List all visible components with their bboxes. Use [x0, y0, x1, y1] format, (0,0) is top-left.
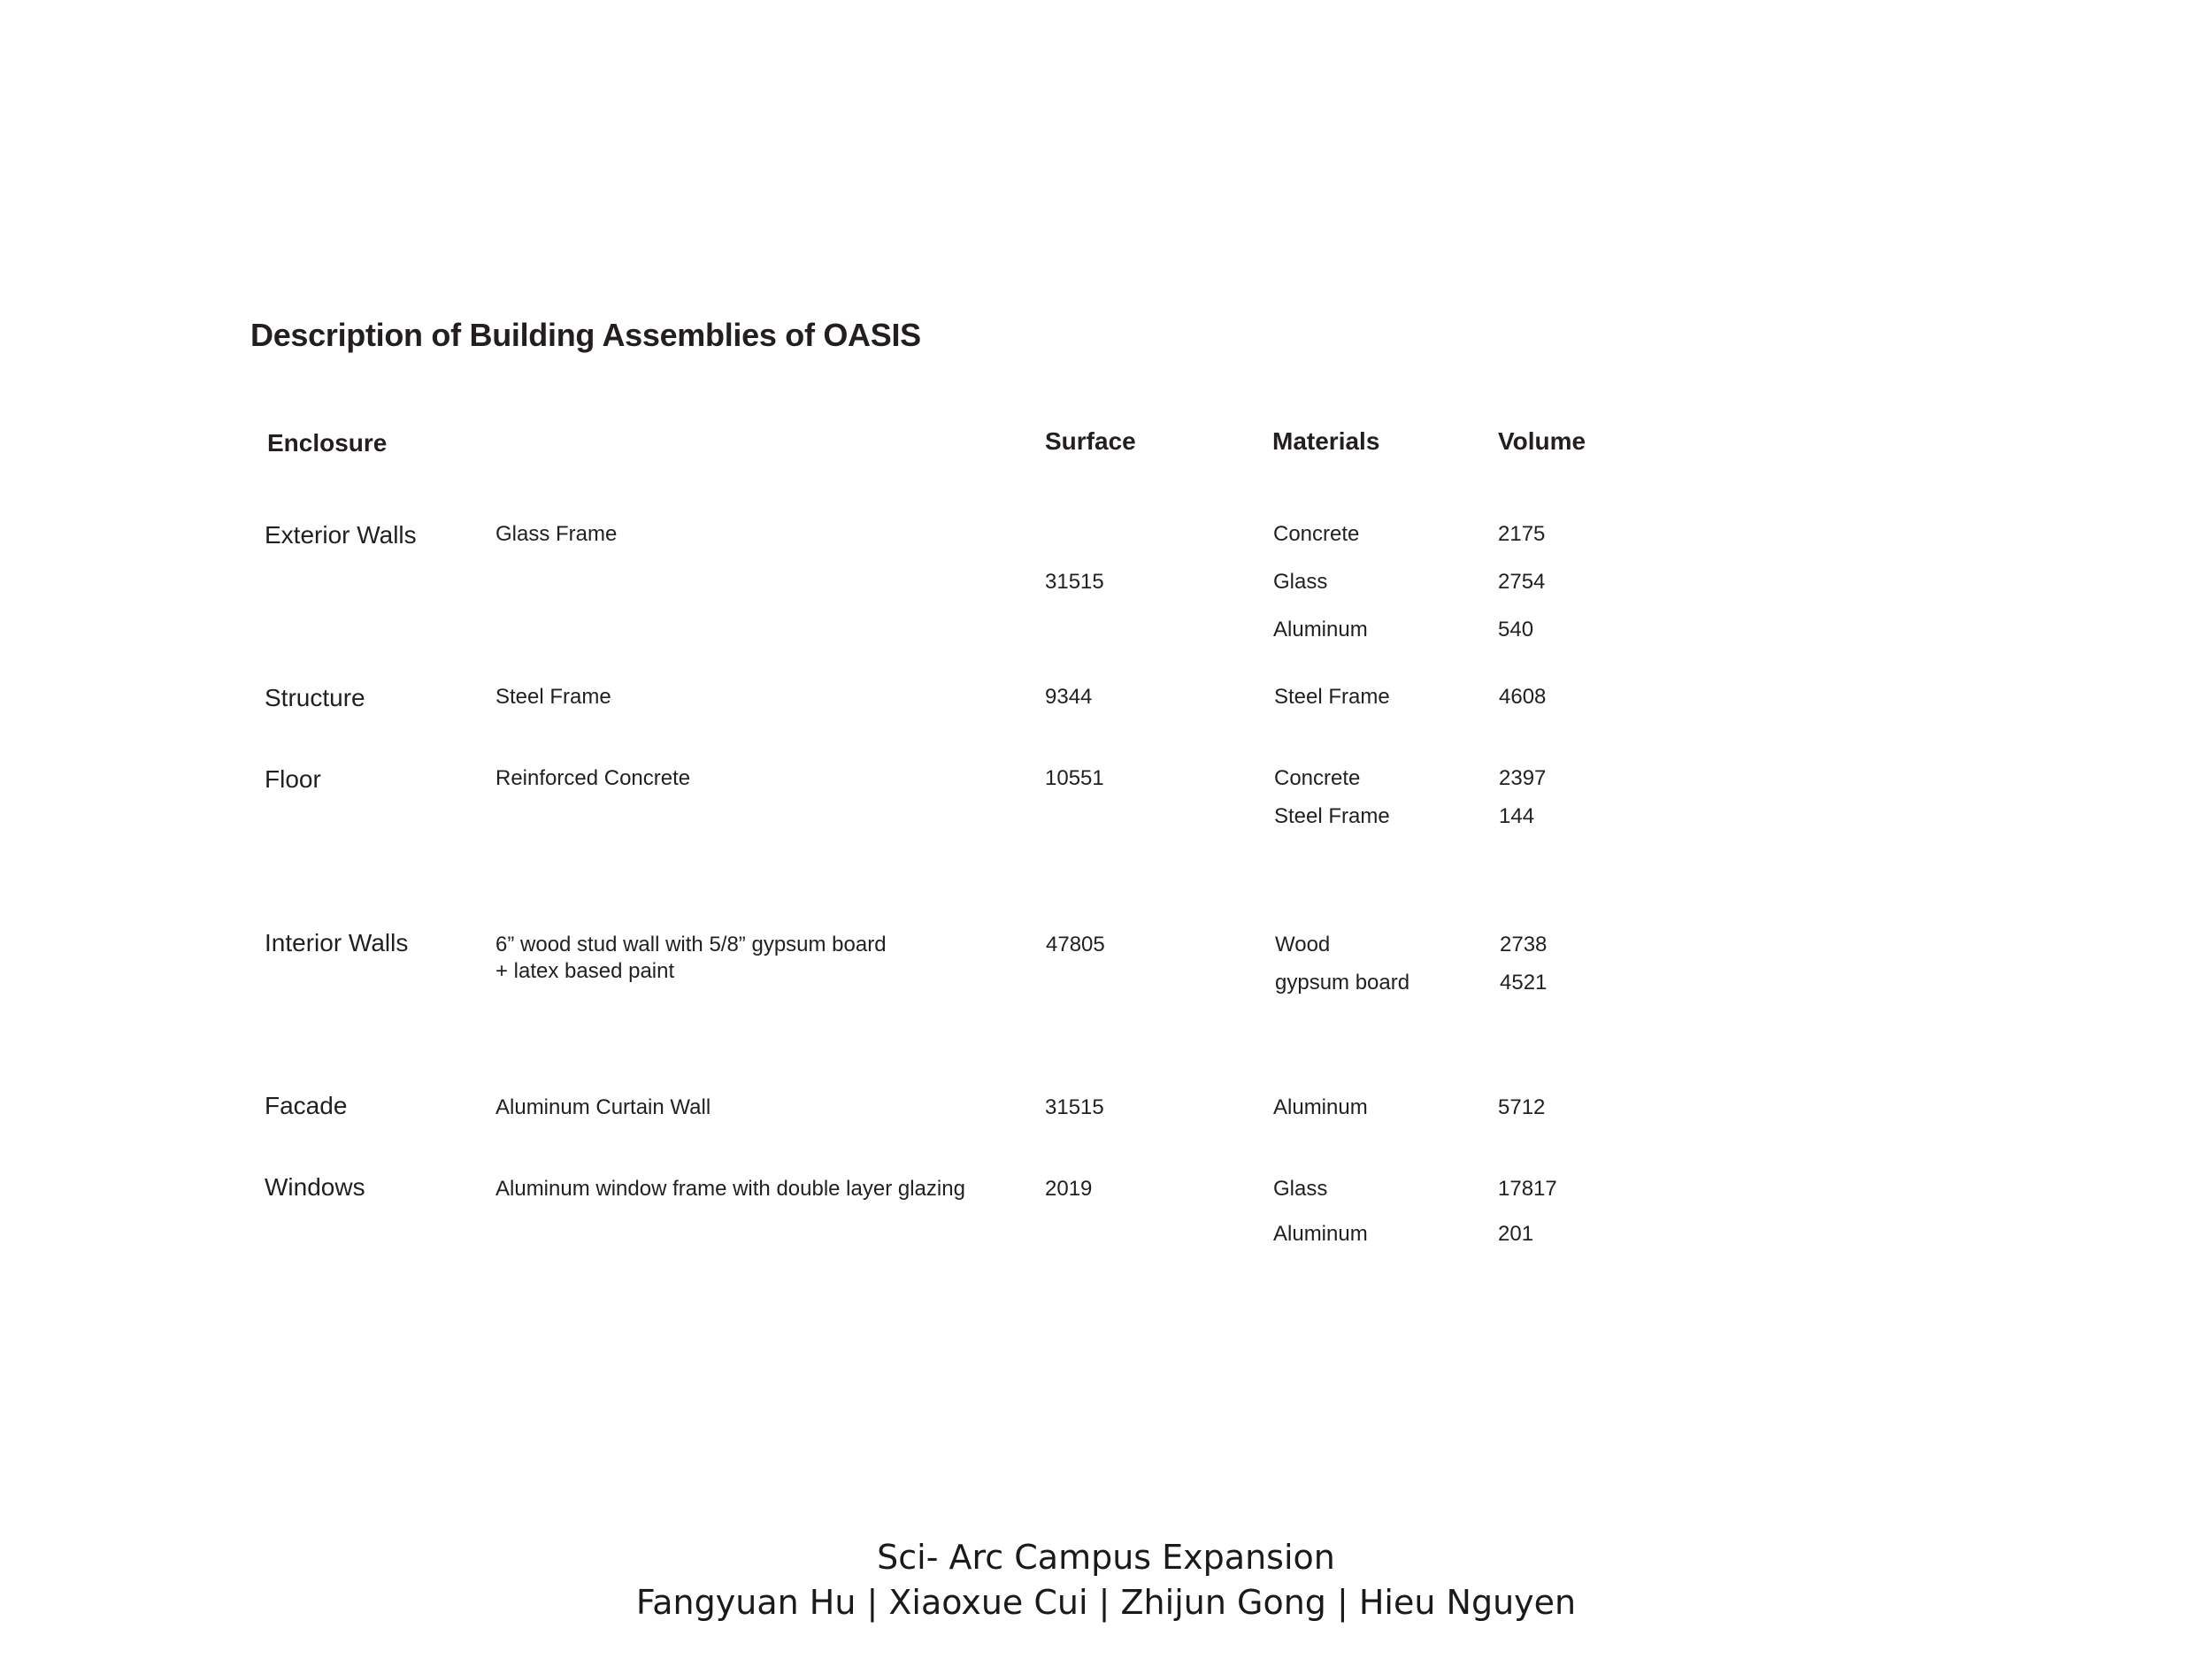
row-surface: 10551: [1045, 766, 1104, 790]
row-description: Steel Frame: [495, 685, 611, 709]
row-category: Structure: [265, 684, 365, 711]
row-description: + latex based paint: [495, 959, 675, 983]
row-surface: 9344: [1045, 685, 1093, 709]
row-material: Aluminum: [1273, 1222, 1368, 1246]
footer-project-title: Sci- Arc Campus Expansion: [877, 1538, 1335, 1577]
row-description: Glass Frame: [495, 522, 618, 546]
row-volume: 540: [1498, 618, 1534, 641]
row-description: Aluminum Curtain Wall: [495, 1095, 711, 1119]
row-category: Facade: [265, 1092, 348, 1119]
row-material: Concrete: [1273, 522, 1360, 546]
row-volume: 2738: [1500, 933, 1548, 956]
row-surface: 47805: [1046, 933, 1105, 956]
row-description: Reinforced Concrete: [495, 766, 691, 790]
column-header-volume: Volume: [1498, 427, 1586, 455]
column-header-materials: Materials: [1272, 427, 1380, 455]
row-volume: 17817: [1498, 1177, 1557, 1201]
row-category: Interior Walls: [265, 929, 409, 956]
row-material: Aluminum: [1273, 618, 1368, 641]
column-header-enclosure: Enclosure: [267, 429, 388, 457]
row-description: 6” wood stud wall with 5/8” gypsum board: [495, 933, 887, 956]
row-category: Windows: [265, 1173, 365, 1201]
row-material: Steel Frame: [1274, 804, 1390, 828]
row-material: Concrete: [1274, 766, 1361, 790]
row-volume: 2175: [1498, 522, 1546, 546]
row-surface: 31515: [1045, 570, 1104, 594]
row-volume: 4608: [1499, 685, 1547, 709]
row-material: Glass: [1273, 570, 1328, 594]
row-category: Floor: [265, 765, 321, 793]
row-material: Glass: [1273, 1177, 1328, 1201]
row-description: Aluminum window frame with double layer glazing: [495, 1177, 965, 1201]
row-material: gypsum board: [1275, 971, 1410, 995]
column-header-surface: Surface: [1045, 427, 1136, 455]
row-volume: 4521: [1500, 971, 1548, 995]
row-volume: 144: [1499, 804, 1535, 828]
row-category: Exterior Walls: [265, 521, 417, 549]
row-volume: 2397: [1499, 766, 1547, 790]
row-material: Steel Frame: [1274, 685, 1390, 709]
row-surface: 31515: [1045, 1095, 1104, 1119]
row-material: Aluminum: [1273, 1095, 1368, 1119]
row-volume: 5712: [1498, 1095, 1546, 1119]
row-surface: 2019: [1045, 1177, 1093, 1201]
row-material: Wood: [1275, 933, 1331, 956]
row-volume: 201: [1498, 1222, 1534, 1246]
footer-authors: Fangyuan Hu | Xiaoxue Cui | Zhijun Gong | Hieu Nguyen: [635, 1583, 1577, 1622]
page-title: Description of Building Assemblies of OASIS: [250, 317, 921, 353]
row-volume: 2754: [1498, 570, 1546, 594]
